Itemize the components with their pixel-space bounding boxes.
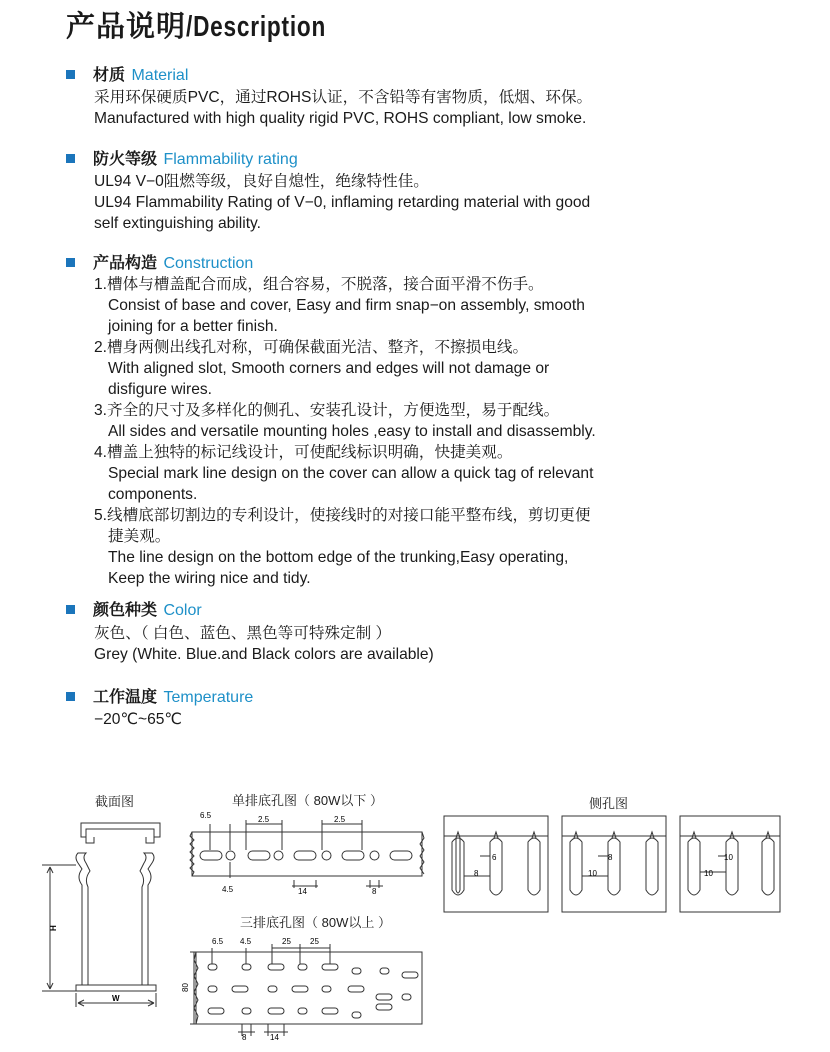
material-heading bbox=[66, 66, 188, 86]
dim-w-label: W bbox=[112, 994, 120, 1003]
construction-item-cn: 1.槽体与槽盖配合而成，组合容易，不脱落，接合面平滑不伤手。 bbox=[94, 276, 544, 293]
construction-item-cn: 2.槽身两侧出线孔对称，可确保截面光洁、整齐，不擦损电线。 bbox=[94, 339, 529, 356]
title-en: /Description bbox=[186, 11, 327, 43]
single-row-drawing bbox=[186, 810, 426, 900]
flammability-heading-cn: 防火等级 bbox=[93, 151, 158, 168]
dim-label: 6.5 bbox=[200, 811, 212, 820]
dim-label: 14 bbox=[298, 887, 307, 896]
material-heading-en: Material bbox=[131, 67, 189, 84]
bullet-square-icon bbox=[66, 605, 75, 614]
construction-item-en: joining for a better finish. bbox=[108, 318, 278, 335]
dim-label: 8 bbox=[372, 887, 377, 896]
bullet-square-icon bbox=[66, 154, 75, 163]
section-view-caption: 截面图 bbox=[95, 794, 135, 809]
material-line-en: Manufactured with high quality rigid PVC, ROHS compliant, low smoke. bbox=[94, 110, 587, 127]
dim-label: 2.5 bbox=[258, 815, 270, 824]
dim-label: 8 bbox=[242, 1033, 247, 1042]
single-row-caption: 单排底孔图（ 80W以下 ） bbox=[232, 793, 383, 808]
side-hole-caption: 侧孔图 bbox=[589, 796, 629, 811]
bullet-square-icon bbox=[66, 692, 75, 701]
construction-heading bbox=[66, 254, 253, 274]
construction-item-cn: 5.线槽底部切割边的专利设计，使接线时的对接口能平整布线，剪切更便 bbox=[94, 507, 591, 524]
dim-label: 8 bbox=[474, 869, 479, 878]
construction-item-en: All sides and versatile mounting holes ,easy to install and disassembly. bbox=[108, 423, 596, 440]
dim-label: 10 bbox=[704, 869, 713, 878]
construction-heading-en: Construction bbox=[163, 255, 254, 272]
flammability-body bbox=[94, 171, 590, 234]
color-line-en: Grey (White. Blue.and Black colors are available) bbox=[94, 646, 434, 663]
material-body bbox=[94, 87, 592, 129]
triple-row-drawing bbox=[176, 930, 428, 1042]
title-cn: 产品说明 bbox=[66, 11, 187, 43]
dim-label: 25 bbox=[310, 937, 319, 946]
triple-row-caption: 三排底孔图（ 80W以上 ） bbox=[240, 915, 391, 930]
construction-item-en: Keep the wiring nice and tidy. bbox=[108, 570, 311, 587]
color-line-cn: 灰色、（ 白色、蓝色、黑色等可特殊定制 ） bbox=[94, 625, 392, 642]
flammability-heading bbox=[66, 150, 298, 170]
dim-label: 6 bbox=[492, 853, 497, 862]
temperature-heading-cn: 工作温度 bbox=[93, 689, 158, 706]
dim-label: 10 bbox=[588, 869, 597, 878]
flammability-heading-en: Flammability rating bbox=[163, 151, 298, 168]
side-hole-drawings bbox=[442, 812, 782, 916]
dim-label: 2.5 bbox=[334, 815, 346, 824]
material-heading-cn: 材质 bbox=[93, 67, 126, 84]
construction-item-cn: 3.齐全的尺寸及多样化的侧孔、安装孔设计，方便选型，易于配线。 bbox=[94, 402, 560, 419]
construction-item-en: Special mark line design on the cover can allow a quick tag of relevant bbox=[108, 465, 594, 482]
dim-label: 4.5 bbox=[240, 937, 252, 946]
construction-item-en: The line design on the bottom edge of the trunking,Easy operating, bbox=[108, 549, 569, 566]
bullet-square-icon bbox=[66, 258, 75, 267]
flammability-line: self extinguishing ability. bbox=[94, 215, 262, 232]
dim-label: 10 bbox=[724, 853, 733, 862]
dim-label: 8 bbox=[608, 853, 613, 862]
bullet-square-icon bbox=[66, 70, 75, 79]
temperature-body bbox=[94, 709, 182, 730]
construction-item-cn: 捷美观。 bbox=[108, 528, 171, 545]
dim-h-label: H bbox=[49, 925, 58, 931]
temperature-heading-en: Temperature bbox=[163, 689, 254, 706]
dim-label: 6.5 bbox=[212, 937, 224, 946]
cross-section-drawing bbox=[36, 815, 166, 1015]
construction-item-en: components. bbox=[108, 486, 198, 503]
construction-body bbox=[94, 274, 596, 589]
material-line-cn: 采用环保硬质PVC，通过ROHS认证，不含铅等有害物质，低烟、环保。 bbox=[94, 89, 593, 106]
construction-item-cn: 4.槽盖上独特的标记线设计，可使配线标识明确，快捷美观。 bbox=[94, 444, 513, 461]
flammability-line: UL94 V−0阻燃等级，良好自熄性，绝缘特性佳。 bbox=[94, 173, 429, 190]
color-body bbox=[94, 623, 434, 665]
color-heading-cn: 颜色种类 bbox=[93, 602, 158, 619]
color-heading-en: Color bbox=[163, 602, 202, 619]
construction-item-en: With aligned slot, Smooth corners and edges will not damage or bbox=[108, 360, 550, 377]
page-title bbox=[66, 4, 366, 45]
construction-heading-cn: 产品构造 bbox=[93, 255, 158, 272]
temperature-range: −20℃~65℃ bbox=[94, 711, 182, 728]
color-heading bbox=[66, 601, 202, 621]
flammability-line: UL94 Flammability Rating of V−0, inflaming retarding material with good bbox=[94, 194, 591, 211]
construction-item-en: Consist of base and cover, Easy and firm snap−on assembly, smooth bbox=[108, 297, 585, 314]
dim-label: 14 bbox=[270, 1033, 279, 1042]
dim-label: 80 bbox=[181, 983, 190, 992]
construction-item-en: disfigure wires. bbox=[108, 381, 212, 398]
dim-label: 4.5 bbox=[222, 885, 234, 894]
temperature-heading bbox=[66, 688, 253, 708]
dim-label: 25 bbox=[282, 937, 291, 946]
